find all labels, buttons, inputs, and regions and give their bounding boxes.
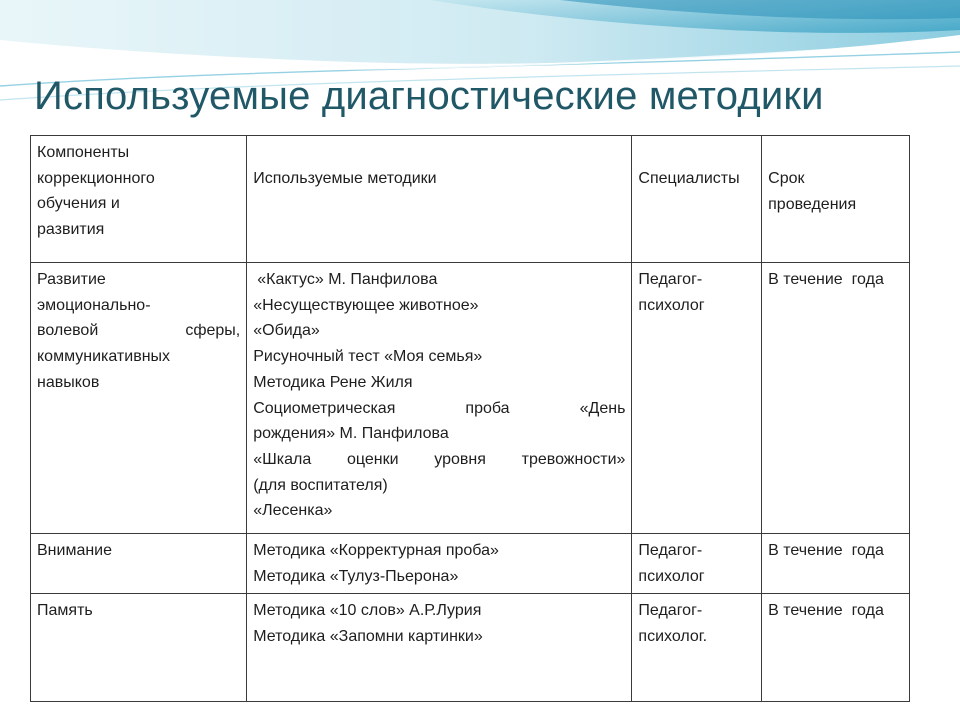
method-line: «Несуществующее животное» [253, 296, 479, 314]
header-term-line: Срок [768, 170, 805, 187]
header-components-line: коррекционного [37, 169, 155, 187]
component-line: коммуникативных [37, 348, 171, 366]
header-components-line: Компоненты [37, 144, 130, 161]
cell-component [31, 594, 247, 702]
method-line: Социометрическая проба «День [253, 399, 626, 417]
method-line: Методика Рене Жиля [253, 373, 413, 391]
term-text: В течение года [768, 542, 884, 559]
component-line: эмоционально- [37, 296, 151, 314]
cell-term [762, 534, 910, 594]
cell-component [31, 263, 247, 534]
specialist-line: Педагог- [638, 602, 703, 620]
component-line: Развитие [37, 271, 106, 288]
method-line: «Шкала оценки уровня тревожности» [253, 450, 626, 468]
specialist-line: Педагог- [638, 542, 703, 559]
header-components-line: обучения и [37, 195, 120, 213]
header-specialists [632, 136, 762, 263]
method-line: Методика «Тулуз-Пьерона» [253, 567, 459, 585]
method-line: «Кактус» М. Панфилова [257, 271, 438, 288]
header-specialists-label: Специалисты [638, 170, 740, 187]
cell-component [31, 534, 247, 594]
header-methods-label: Используемые методики [253, 170, 437, 187]
cell-methods [247, 594, 632, 702]
method-line: «Лесенка» [253, 502, 333, 520]
header-methods [247, 136, 632, 263]
header-term [762, 136, 910, 263]
cell-specialists [632, 534, 762, 594]
cell-methods [247, 263, 632, 534]
method-line: Методика «Запомни картинки» [253, 628, 483, 646]
method-line: Методика «Корректурная проба» [253, 542, 499, 559]
component-line: волевой сферы, [37, 322, 241, 340]
header-components-line: развития [37, 221, 105, 239]
cell-specialists [632, 594, 762, 702]
method-line: рождения» М. Панфилова [253, 425, 449, 443]
table-row [31, 534, 910, 594]
component-line: Память [37, 602, 93, 620]
specialist-line: психолог [638, 567, 705, 585]
specialist-line: психолог [638, 296, 705, 314]
table-row [31, 594, 910, 702]
method-line: «Обида» [253, 322, 320, 340]
table-row [31, 263, 910, 534]
cell-methods [247, 534, 632, 594]
methods-table [30, 135, 910, 702]
method-line: Методика «10 слов» А.Р.Лурия [253, 602, 482, 620]
cell-term [762, 263, 910, 534]
term-text: В течение года [768, 602, 884, 620]
method-line: Рисуночный тест «Моя семья» [253, 348, 483, 366]
table-header-row [31, 136, 910, 263]
header-components [31, 136, 247, 263]
cell-term [762, 594, 910, 702]
header-term-line: проведения [768, 195, 857, 213]
specialist-line: психолог. [638, 628, 708, 646]
page-title: Используемые диагностические методики [34, 74, 824, 118]
method-line: (для воспитателя) [253, 476, 388, 494]
cell-specialists [632, 263, 762, 534]
term-text: В течение года [768, 271, 884, 288]
component-line: навыков [37, 373, 100, 391]
specialist-line: Педагог- [638, 271, 703, 288]
component-line: Внимание [37, 542, 113, 559]
